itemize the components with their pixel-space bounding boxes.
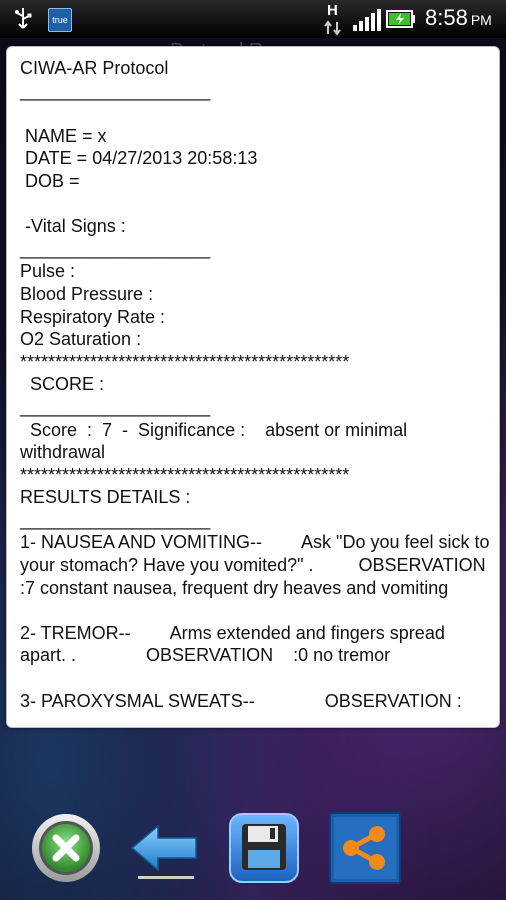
report-line: DOB =	[20, 170, 80, 191]
report-line: -Vital Signs :	[20, 216, 126, 237]
report-line: RESULTS DETAILS :	[20, 487, 191, 508]
report-line: Blood Pressure :	[20, 283, 154, 304]
floppy-disk-icon	[228, 812, 300, 884]
clock-time: 8:58	[425, 5, 468, 30]
battery-charging-icon	[386, 9, 416, 29]
report-line: ___________________	[20, 509, 211, 530]
share-button[interactable]	[329, 812, 401, 884]
signal-strength-icon	[352, 9, 382, 31]
report-text[interactable]	[20, 57, 506, 712]
clock-ampm: PM	[470, 12, 492, 28]
report-line: ___________________	[20, 238, 211, 259]
usb-icon	[10, 6, 36, 32]
report-line: ___________________	[20, 80, 211, 101]
back-arrow-icon	[128, 812, 200, 884]
report-line: ***********************************************	[20, 351, 350, 372]
report-line: DATE = 04/27/2013 20:58:13	[20, 148, 258, 169]
report-line: ***********************************************	[20, 464, 350, 485]
close-icon	[30, 812, 102, 884]
report-line: 3- PAROXYSMAL SWEATS-- OBSERVATION :	[20, 690, 462, 711]
report-line: Pulse :	[20, 261, 76, 282]
data-arrows-icon	[322, 20, 344, 36]
report-line: SCORE :	[20, 374, 105, 395]
report-line: O2 Saturation :	[20, 329, 142, 350]
close-button[interactable]	[30, 812, 102, 884]
report-line: 2- TREMOR-- Arms extended and fingers spread apart. . OBSERVATION :0 no tremor	[20, 622, 450, 666]
share-icon	[329, 812, 401, 884]
report-line: ___________________	[20, 396, 211, 417]
report-line: 1- NAUSEA AND VOMITING-- Ask "Do you feel sick to your stomach? Have you vomited?" . OBSERVATION :7 constant nausea, frequent dry heaves and vomiting	[20, 532, 506, 598]
back-button[interactable]	[128, 812, 200, 884]
status-bar	[0, 0, 506, 38]
report-line: NAME = x	[20, 125, 107, 146]
report-card[interactable]	[6, 46, 506, 728]
save-button[interactable]	[228, 812, 300, 884]
report-line: Score : 7 - Significance : absent or minimal withdrawal	[20, 419, 413, 463]
network-type-indicator	[322, 2, 344, 36]
clock	[425, 5, 492, 31]
network-letter: H	[327, 2, 338, 19]
report-line: Respiratory Rate :	[20, 306, 166, 327]
report-line: CIWA-AR Protocol	[20, 58, 169, 78]
notification-badge-icon: true	[48, 8, 72, 32]
